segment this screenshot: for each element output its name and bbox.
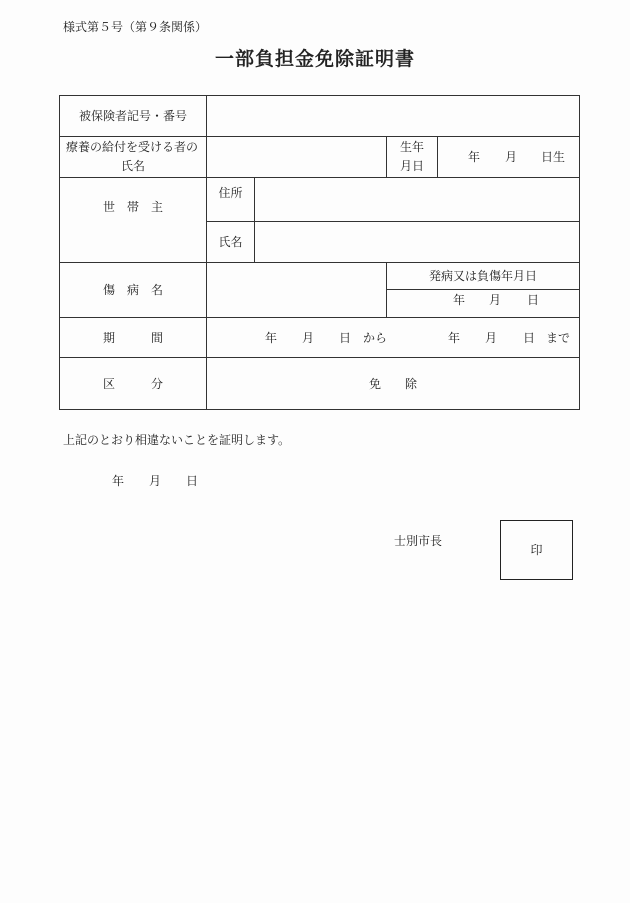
household-name-field[interactable] [255, 222, 579, 262]
birth-year-unit: 年 [468, 150, 481, 164]
address-field[interactable] [255, 178, 579, 221]
seal-box [500, 520, 573, 580]
period-from-day-unit: 日 [339, 331, 352, 345]
onset-year-unit: 年 [453, 293, 466, 307]
seal-label: 印 [530, 543, 543, 557]
recipient-name-field[interactable] [207, 137, 386, 177]
signer-title: 士別市長 [394, 534, 443, 548]
date-year-unit: 年 [112, 474, 125, 488]
period-to-month-unit: 月 [485, 331, 498, 345]
address-label: 住所 [218, 186, 243, 200]
period-to-day-unit: 日 [523, 331, 536, 345]
birth-month-unit: 月 [505, 150, 518, 164]
document-title: 一部負担金免除証明書 [214, 48, 415, 70]
period-to-year-unit: 年 [448, 331, 461, 345]
period-from-month-unit: 月 [302, 331, 315, 345]
form-number-label: 様式第５号（第９条関係） [63, 20, 208, 34]
onset-date-label: 発病又は負傷年月日 [428, 269, 537, 283]
birth-label-line1: 生年 [399, 140, 424, 154]
certification-text: 上記のとおり相違ないことを証明します。 [63, 433, 291, 447]
injury-name-field[interactable] [207, 263, 386, 317]
category-value: 免 除 [368, 376, 417, 391]
period-to-text: まで [546, 331, 571, 345]
birth-day-unit: 日生 [541, 150, 566, 164]
insured-number-label: 被保険者記号・番号 [78, 109, 187, 123]
period-from-year-unit: 年 [265, 331, 278, 345]
insured-number-field[interactable] [207, 96, 579, 136]
date-month-unit: 月 [149, 474, 162, 488]
onset-day-unit: 日 [527, 293, 540, 307]
onset-date-field[interactable] [387, 290, 579, 317]
injury-name-label: 傷 病 名 [102, 283, 163, 297]
category-label: 区 分 [102, 376, 163, 391]
household-head-label: 世 帯 主 [102, 200, 163, 214]
birth-label-line2: 月日 [399, 159, 424, 173]
date-day-unit: 日 [186, 474, 199, 488]
period-label: 期 間 [102, 330, 163, 345]
recipient-label-line1: 療養の給付を受ける者の [66, 140, 199, 154]
onset-month-unit: 月 [489, 293, 502, 307]
period-from-text: から [363, 331, 388, 345]
recipient-label-line2: 氏名 [120, 159, 145, 173]
household-name-label: 氏名 [218, 235, 243, 249]
